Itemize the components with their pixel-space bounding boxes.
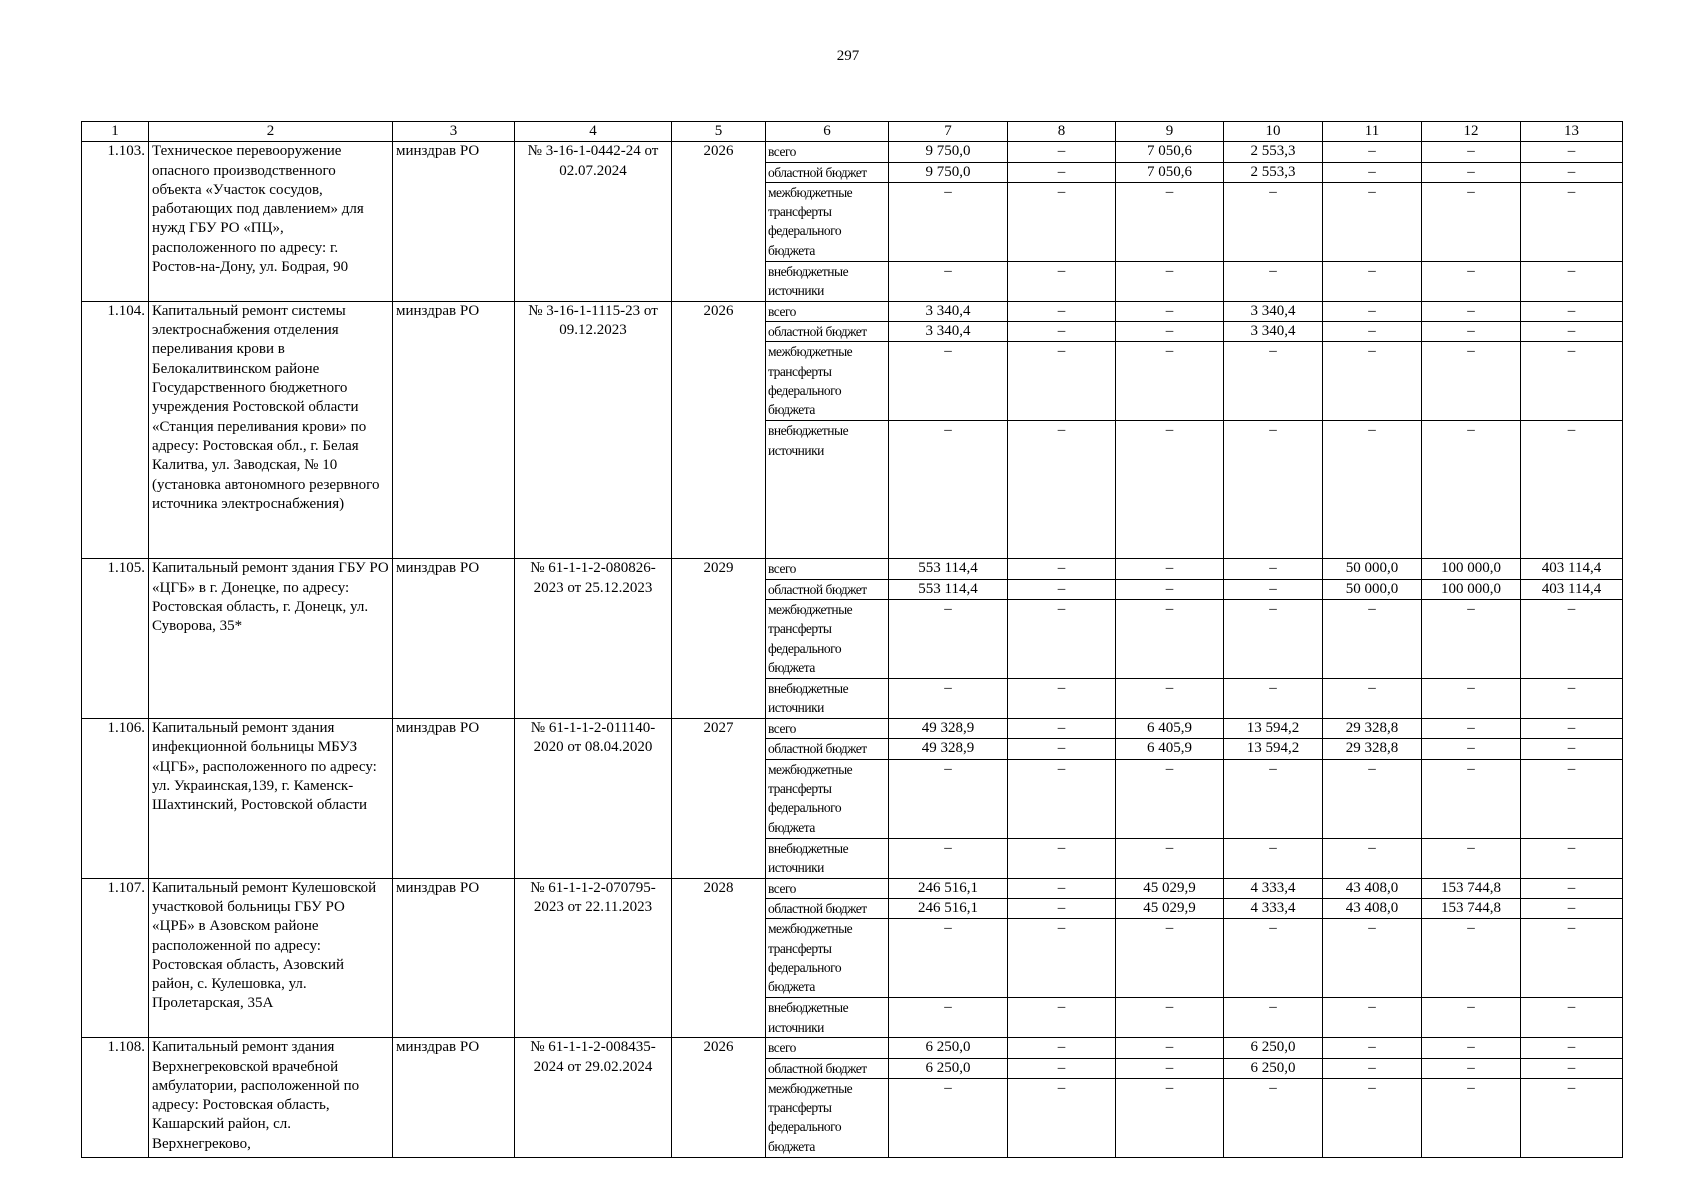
amount-cell: –: [1422, 1058, 1521, 1078]
amount-cell: 6 405,9: [1116, 739, 1224, 759]
amount-cell: –: [1116, 261, 1224, 301]
amount-cell: –: [1422, 1038, 1521, 1058]
amount-cell: –: [1116, 301, 1224, 321]
amount-cell: –: [1008, 838, 1116, 878]
amount-cell: 403 114,4: [1521, 559, 1623, 579]
amount-cell: –: [1224, 679, 1323, 719]
amount-cell: –: [1521, 1038, 1623, 1058]
funding-source-label: межбюджетные трансферты федерального бюджета: [766, 1078, 889, 1157]
amount-cell: –: [1323, 322, 1422, 342]
amount-cell: 6 250,0: [889, 1038, 1008, 1058]
item-number: 1.103.: [82, 142, 149, 302]
completion-year: 2028: [672, 878, 766, 1038]
amount-cell: –: [1323, 182, 1422, 261]
document-number: № 61-1-1-2-080826-2023 от 25.12.2023: [515, 559, 672, 719]
amount-cell: –: [1008, 739, 1116, 759]
amount-cell: 7 050,6: [1116, 162, 1224, 182]
amount-cell: –: [1323, 261, 1422, 301]
amount-cell: 43 408,0: [1323, 898, 1422, 918]
column-number: 10: [1224, 122, 1323, 142]
amount-cell: –: [1224, 998, 1323, 1038]
amount-cell: –: [1008, 898, 1116, 918]
amount-cell: 3 340,4: [889, 301, 1008, 321]
amount-cell: –: [1422, 739, 1521, 759]
item-name: Капитальный ремонт здания ГБУ РО «ЦГБ» в г. Донецке, по адресу: Ростовская область, г. Донецк, ул. Суворова, 35*: [149, 559, 393, 719]
document-number: № 61-1-1-2-070795-2023 от 22.11.2023: [515, 878, 672, 1038]
amount-cell: –: [1008, 1078, 1116, 1157]
funding-source-label: внебюджетные источники: [766, 421, 889, 559]
amount-cell: –: [889, 679, 1008, 719]
amount-cell: –: [1224, 759, 1323, 838]
document-number: № 61-1-1-2-011140-2020 от 08.04.2020: [515, 719, 672, 879]
amount-cell: 45 029,9: [1116, 878, 1224, 898]
funding-source-label: областной бюджет: [766, 579, 889, 599]
funding-source-label: всего: [766, 559, 889, 579]
amount-cell: –: [1422, 261, 1521, 301]
amount-cell: –: [1008, 261, 1116, 301]
amount-cell: –: [1008, 559, 1116, 579]
amount-cell: –: [1116, 1078, 1224, 1157]
amount-cell: –: [1521, 142, 1623, 162]
amount-cell: –: [1422, 301, 1521, 321]
amount-cell: 553 114,4: [889, 559, 1008, 579]
funding-source-label: внебюджетные источники: [766, 261, 889, 301]
table-row: [82, 142, 1623, 162]
amount-cell: –: [1224, 261, 1323, 301]
amount-cell: 29 328,8: [1323, 719, 1422, 739]
amount-cell: –: [889, 919, 1008, 998]
amount-cell: –: [1521, 1058, 1623, 1078]
amount-cell: –: [1323, 759, 1422, 838]
amount-cell: –: [1323, 919, 1422, 998]
funding-source-label: всего: [766, 878, 889, 898]
completion-year: 2027: [672, 719, 766, 879]
amount-cell: –: [1521, 1078, 1623, 1157]
table-row: [82, 719, 1623, 739]
item-number: 1.105.: [82, 559, 149, 719]
amount-cell: –: [1521, 759, 1623, 838]
funding-source-label: межбюджетные трансферты федерального бюджета: [766, 600, 889, 679]
completion-year: 2026: [672, 1038, 766, 1158]
column-number: 1: [82, 122, 149, 142]
funding-source-label: областной бюджет: [766, 739, 889, 759]
funding-source-label: внебюджетные источники: [766, 679, 889, 719]
budget-table: [81, 121, 1623, 1158]
funding-source-label: межбюджетные трансферты федерального бюджета: [766, 182, 889, 261]
amount-cell: –: [1521, 739, 1623, 759]
amount-cell: –: [1116, 600, 1224, 679]
amount-cell: –: [1323, 1038, 1422, 1058]
funding-source-label: межбюджетные трансферты федерального бюджета: [766, 342, 889, 421]
amount-cell: 50 000,0: [1323, 559, 1422, 579]
amount-cell: –: [1422, 679, 1521, 719]
amount-cell: 3 340,4: [1224, 301, 1323, 321]
amount-cell: –: [1521, 600, 1623, 679]
amount-cell: –: [1422, 1078, 1521, 1157]
amount-cell: –: [1521, 878, 1623, 898]
amount-cell: 13 594,2: [1224, 739, 1323, 759]
amount-cell: 100 000,0: [1422, 579, 1521, 599]
funding-source-label: областной бюджет: [766, 898, 889, 918]
amount-cell: –: [1116, 759, 1224, 838]
amount-cell: –: [1422, 342, 1521, 421]
amount-cell: –: [1422, 322, 1521, 342]
amount-cell: –: [1224, 342, 1323, 421]
amount-cell: –: [1116, 1038, 1224, 1058]
amount-cell: 2 553,3: [1224, 162, 1323, 182]
amount-cell: –: [1422, 600, 1521, 679]
amount-cell: –: [889, 182, 1008, 261]
amount-cell: 50 000,0: [1323, 579, 1422, 599]
funding-source-label: областной бюджет: [766, 322, 889, 342]
amount-cell: –: [1224, 559, 1323, 579]
amount-cell: –: [1521, 342, 1623, 421]
responsible-agency: минздрав РО: [393, 1038, 515, 1158]
amount-cell: 6 250,0: [1224, 1058, 1323, 1078]
amount-cell: –: [1521, 719, 1623, 739]
amount-cell: –: [1422, 162, 1521, 182]
amount-cell: 403 114,4: [1521, 579, 1623, 599]
item-number: 1.107.: [82, 878, 149, 1038]
column-number: 9: [1116, 122, 1224, 142]
funding-source-label: областной бюджет: [766, 1058, 889, 1078]
amount-cell: 6 250,0: [889, 1058, 1008, 1078]
column-number: 6: [766, 122, 889, 142]
table-row: [82, 301, 1623, 321]
amount-cell: –: [1224, 919, 1323, 998]
amount-cell: –: [1521, 421, 1623, 559]
amount-cell: –: [1008, 600, 1116, 679]
amount-cell: –: [1008, 579, 1116, 599]
document-number: № 3-16-1-0442-24 от 02.07.2024: [515, 142, 672, 302]
amount-cell: 6 405,9: [1116, 719, 1224, 739]
item-name: Капитальный ремонт здания Верхнегрековской врачебной амбулатории, расположенной по адресу: Ростовская область, Кашарский район, сл. Верхнегреково,: [149, 1038, 393, 1158]
responsible-agency: минздрав РО: [393, 142, 515, 302]
amount-cell: –: [1008, 322, 1116, 342]
amount-cell: –: [1521, 919, 1623, 998]
amount-cell: –: [889, 421, 1008, 559]
table-row: [82, 1038, 1623, 1058]
amount-cell: –: [1323, 342, 1422, 421]
amount-cell: –: [1323, 421, 1422, 559]
amount-cell: –: [1008, 182, 1116, 261]
column-number: 12: [1422, 122, 1521, 142]
completion-year: 2026: [672, 301, 766, 559]
column-number: 8: [1008, 122, 1116, 142]
amount-cell: 153 744,8: [1422, 878, 1521, 898]
amount-cell: 9 750,0: [889, 142, 1008, 162]
amount-cell: –: [1116, 679, 1224, 719]
completion-year: 2026: [672, 142, 766, 302]
amount-cell: –: [1008, 342, 1116, 421]
amount-cell: –: [1008, 998, 1116, 1038]
amount-cell: –: [1521, 898, 1623, 918]
amount-cell: –: [1116, 998, 1224, 1038]
amount-cell: 2 553,3: [1224, 142, 1323, 162]
column-number: 4: [515, 122, 672, 142]
amount-cell: –: [889, 998, 1008, 1038]
table-row: [82, 559, 1623, 579]
amount-cell: –: [889, 1078, 1008, 1157]
amount-cell: 246 516,1: [889, 878, 1008, 898]
amount-cell: –: [1422, 142, 1521, 162]
responsible-agency: минздрав РО: [393, 301, 515, 559]
item-number: 1.106.: [82, 719, 149, 879]
amount-cell: –: [1323, 998, 1422, 1038]
amount-cell: 246 516,1: [889, 898, 1008, 918]
amount-cell: –: [1323, 162, 1422, 182]
amount-cell: –: [1422, 719, 1521, 739]
amount-cell: –: [889, 838, 1008, 878]
amount-cell: –: [1116, 579, 1224, 599]
amount-cell: –: [1224, 600, 1323, 679]
document-number: № 3-16-1-1115-23 от 09.12.2023: [515, 301, 672, 559]
amount-cell: –: [1422, 421, 1521, 559]
amount-cell: –: [1116, 342, 1224, 421]
amount-cell: 153 744,8: [1422, 898, 1521, 918]
amount-cell: –: [1116, 421, 1224, 559]
amount-cell: –: [1008, 679, 1116, 719]
amount-cell: –: [1224, 579, 1323, 599]
amount-cell: –: [1521, 162, 1623, 182]
column-number: 7: [889, 122, 1008, 142]
amount-cell: –: [889, 759, 1008, 838]
amount-cell: –: [889, 261, 1008, 301]
amount-cell: –: [1521, 261, 1623, 301]
funding-source-label: всего: [766, 719, 889, 739]
funding-source-label: всего: [766, 1038, 889, 1058]
funding-source-label: межбюджетные трансферты федерального бюджета: [766, 919, 889, 998]
amount-cell: –: [1224, 182, 1323, 261]
amount-cell: –: [1116, 838, 1224, 878]
amount-cell: –: [1008, 878, 1116, 898]
amount-cell: –: [1116, 919, 1224, 998]
funding-source-label: внебюджетные источники: [766, 998, 889, 1038]
amount-cell: –: [1008, 162, 1116, 182]
amount-cell: –: [1008, 301, 1116, 321]
amount-cell: –: [1008, 1038, 1116, 1058]
amount-cell: –: [1224, 421, 1323, 559]
responsible-agency: минздрав РО: [393, 719, 515, 879]
page-number: 297: [836, 48, 860, 64]
amount-cell: –: [1116, 1058, 1224, 1078]
amount-cell: 6 250,0: [1224, 1038, 1323, 1058]
funding-source-label: всего: [766, 142, 889, 162]
amount-cell: –: [1422, 838, 1521, 878]
amount-cell: 49 328,9: [889, 719, 1008, 739]
completion-year: 2029: [672, 559, 766, 719]
amount-cell: 13 594,2: [1224, 719, 1323, 739]
responsible-agency: минздрав РО: [393, 559, 515, 719]
amount-cell: –: [1323, 142, 1422, 162]
amount-cell: –: [889, 342, 1008, 421]
amount-cell: –: [1521, 301, 1623, 321]
amount-cell: 3 340,4: [1224, 322, 1323, 342]
amount-cell: –: [1521, 838, 1623, 878]
amount-cell: –: [1008, 1058, 1116, 1078]
amount-cell: 9 750,0: [889, 162, 1008, 182]
amount-cell: –: [1116, 182, 1224, 261]
amount-cell: –: [1008, 142, 1116, 162]
amount-cell: –: [1224, 838, 1323, 878]
amount-cell: –: [1422, 919, 1521, 998]
amount-cell: –: [1521, 322, 1623, 342]
funding-source-label: внебюджетные источники: [766, 838, 889, 878]
amount-cell: –: [1422, 759, 1521, 838]
amount-cell: 3 340,4: [889, 322, 1008, 342]
amount-cell: –: [1521, 998, 1623, 1038]
amount-cell: –: [1224, 1078, 1323, 1157]
amount-cell: 43 408,0: [1323, 878, 1422, 898]
item-name: Техническое перевооружение опасного производственного объекта «Участок сосудов, работающих под давлением» для нужд ГБУ РО «ПЦ», расположенного по адресу: г. Ростов-на-Дону, ул. Бодрая, 90: [149, 142, 393, 302]
amount-cell: –: [1323, 600, 1422, 679]
item-name: Капитальный ремонт системы электроснабжения отделения переливания крови в Белокалитвинском районе Государственного бюджетного учреждения Ростовской области «Станция переливания крови» по адресу: Ростовская обл., г. Белая Калитва, ул. Заводская, № 10 (установка автономного резервного источника электроснабжения): [149, 301, 393, 559]
amount-cell: –: [1116, 559, 1224, 579]
amount-cell: 100 000,0: [1422, 559, 1521, 579]
column-number: 3: [393, 122, 515, 142]
table-row: [82, 878, 1623, 898]
responsible-agency: минздрав РО: [393, 878, 515, 1038]
amount-cell: –: [1008, 719, 1116, 739]
column-number-header-row: [82, 122, 1623, 142]
column-number: 2: [149, 122, 393, 142]
item-number: 1.108.: [82, 1038, 149, 1158]
amount-cell: 49 328,9: [889, 739, 1008, 759]
amount-cell: 29 328,8: [1323, 739, 1422, 759]
amount-cell: –: [1008, 421, 1116, 559]
funding-source-label: областной бюджет: [766, 162, 889, 182]
item-number: 1.104.: [82, 301, 149, 559]
amount-cell: 4 333,4: [1224, 878, 1323, 898]
column-number: 5: [672, 122, 766, 142]
amount-cell: –: [1116, 322, 1224, 342]
amount-cell: –: [1521, 182, 1623, 261]
document-number: № 61-1-1-2-008435-2024 от 29.02.2024: [515, 1038, 672, 1158]
amount-cell: –: [1323, 838, 1422, 878]
amount-cell: 553 114,4: [889, 579, 1008, 599]
amount-cell: 45 029,9: [1116, 898, 1224, 918]
amount-cell: –: [1323, 301, 1422, 321]
amount-cell: –: [1422, 998, 1521, 1038]
amount-cell: –: [1008, 759, 1116, 838]
funding-source-label: межбюджетные трансферты федерального бюджета: [766, 759, 889, 838]
amount-cell: 7 050,6: [1116, 142, 1224, 162]
amount-cell: 4 333,4: [1224, 898, 1323, 918]
amount-cell: –: [1323, 1078, 1422, 1157]
amount-cell: –: [1422, 182, 1521, 261]
funding-source-label: всего: [766, 301, 889, 321]
item-name: Капитальный ремонт Кулешовской участковой больницы ГБУ РО «ЦРБ» в Азовском районе расположенной по адресу: Ростовская область, Азовский район, с. Кулешовка, ул. Пролетарская, 35А: [149, 878, 393, 1038]
amount-cell: –: [889, 600, 1008, 679]
amount-cell: –: [1008, 919, 1116, 998]
column-number: 11: [1323, 122, 1422, 142]
column-number: 13: [1521, 122, 1623, 142]
amount-cell: –: [1323, 679, 1422, 719]
amount-cell: –: [1521, 679, 1623, 719]
amount-cell: –: [1323, 1058, 1422, 1078]
item-name: Капитальный ремонт здания инфекционной больницы МБУЗ «ЦГБ», расположенного по адресу: ул. Украинская,139, г. Каменск-Шахтинский, Ростовской области: [149, 719, 393, 879]
